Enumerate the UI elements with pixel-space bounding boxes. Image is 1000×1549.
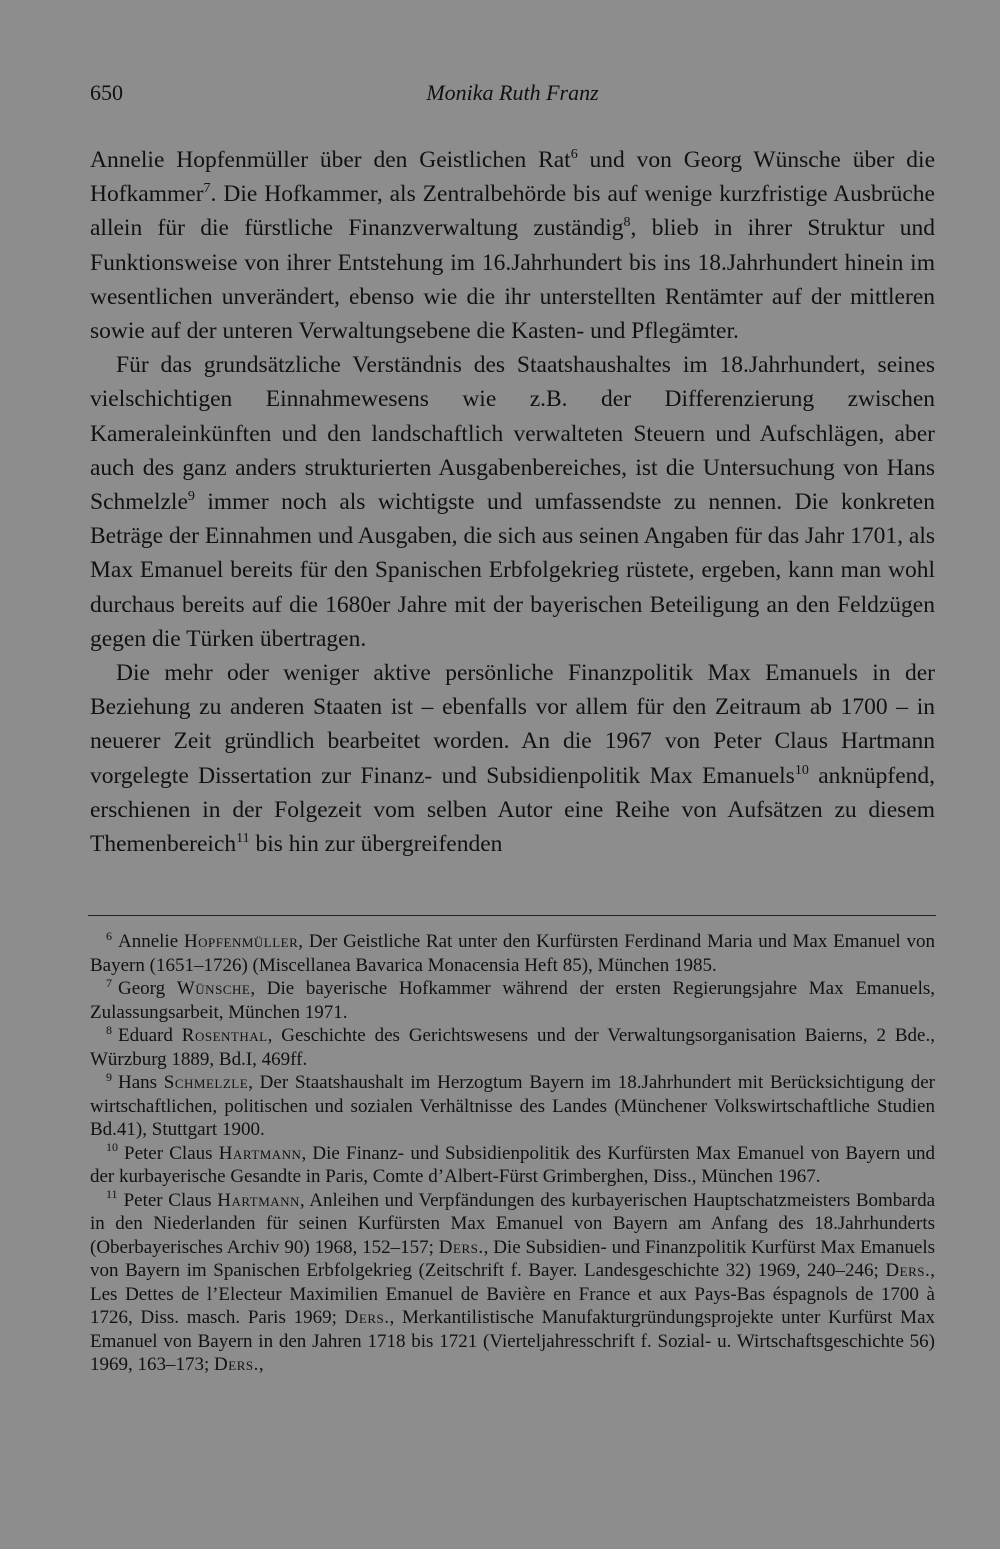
footnote-text: , Anleihen und Verpfändungen des kurbayerischen Hauptschatzmeisters Bombarda in den Niederlanden für seinen Kurfürsten Max Emanuel von Bayern am Anfang des 18.Jahrhunderts (Oberbayerisches Archiv 90) 1968, 152–157; [90,1189,936,1258]
footnote-ders: Ders. [344,1307,390,1328]
footnote-ref-7: 7 [203,181,211,197]
footnote-ref-10: 10 [794,762,809,778]
footnote-text: Peter Claus [123,1189,218,1211]
footnote-author: Hopfenmüller [183,931,299,952]
paragraph-2-text-a: Für das grundsätzliche Verständnis des Staatshaushaltes im 18.Jahrhundert, seines vielschichtigen Einnahmewesens wie z.B. der Differenzierung zwischen Kameraleinkünften und den landschaftlich verwalteten Steuern und Aufschlägen, aber auch des ganz anders strukturierten Ausgabenbereiches, ist die Untersuchung von Hans Schmelzle [90,352,935,516]
footnote-ref-8: 8 [623,215,631,231]
paragraph-3-text-a: Die mehr oder weniger aktive persönliche Finanzpolitik Max Emanuels in der Beziehung zu anderen Staaten ist – ebenfalls vor allem für den Zeitraum ab 1700 – in neuerer Zeit gründlich bearbeitet worden. An die 1967 von Peter Claus Hartmann vorgelegte Dissertation zur Finanz- und Subsidienpolitik Max Emanuels [90,660,935,789]
footnote-10 [90,1142,935,1189]
footnote-6 [90,930,935,977]
paragraph-1-text-c: . Die Hofkammer, als Zentralbehörde bis auf wenige kurzfristige Ausbrüche allein für die fürstliche Finanzverwaltung zuständig [90,181,935,242]
footnote-11 [90,1189,935,1377]
footnote-8 [90,1024,935,1071]
footnotes [90,930,935,1377]
footnote-text: Eduard [118,1025,182,1046]
footnote-text: Hans [118,1072,164,1093]
paragraph-2-text-b: immer noch als wichtigste und umfassendste zu nennen. Die konkreten Beträge der Einnahmen und Ausgaben, die sich aus seinen Angaben für das Jahr 1701, als Max Emanuel bereits für den Spanischen Erbfolgekrieg rüstete, ergeben, kann man wohl durchaus bereits auf die 1680er Jahre mit der bayerischen Beteiligung an den Feldzügen gegen die Türken übertragen. [90,489,935,652]
footnote-author: Schmelzle [163,1072,249,1093]
footnote-text: , Der Staatshaushalt im Herzogtum Bayern im 18.Jahrhundert mit Berücksichtigung der wirtschaftlichen, politischen und sozialen Verhältnisse des Landes (Münchener Volkswirtschaftliche Studien Bd.41), Stuttgart 1900. [90,1072,935,1140]
footnote-text: , Die Finanz- und Subsidienpolitik des Kurfürsten Max Emanuel von Bayern und der kurbayerische Gesandte in Paris, Comte d’Albert-Fürst Grimberghen, Diss., München 1967. [90,1142,935,1187]
footnote-number: 9 [106,1069,112,1084]
footnote-divider [88,915,936,916]
footnote-text: , Die bayerische Hofkammer während der ersten Regierungsjahre Max Emanuels, Zulassungsarbeit, München 1971. [90,978,935,1023]
footnote-7 [90,977,935,1024]
footnote-text: , Merkantilistische Manufakturgründungsprojekte unter Kurfürst Max Emanuel von Bayern in den Jahren 1718 bis 1721 (Vierteljahresschrift f. Sozial- u. Wirtschaftsgeschichte 56) 1969, 163–173; [90,1307,936,1375]
footnote-ref-9: 9 [187,489,195,505]
footnote-number: 6 [106,928,112,943]
footnote-author: Wünsche [176,978,251,999]
footnote-number: 7 [106,975,112,990]
footnote-number: 10 [106,1140,118,1155]
footnote-author: Hartmann [217,1189,300,1211]
paragraph-3-text-b: anknüpfend, erschienen in der Folgezeit vom selben Autor eine Reihe von Aufsätzen zu diesem Themenbereich [90,762,936,858]
footnote-text: , Der Geistliche Rat unter den Kurfürsten Ferdinand Maria und Max Emanuel von Bayern (1651–1726) (Miscellanea Bavarica Monacensia Heft 85), München 1985. [90,931,935,976]
footnote-text: Peter Claus [124,1142,219,1164]
footnote-text: Georg [118,978,177,999]
footnote-author: Rosenthal [181,1025,268,1046]
main-text [90,143,935,861]
footnote-number: 8 [106,1022,112,1037]
paragraph-3 [90,656,935,861]
page-number: 650 [90,80,123,105]
footnote-ders: Ders. [885,1260,931,1281]
footnote-ref-6: 6 [570,147,578,163]
footnote-ders: Ders. [438,1236,484,1258]
running-head: Monika Ruth Franz [426,80,599,105]
footnote-text: , Les Dettes de l’Electeur Maximilien Emanuel de Bavière en France et aux Pays-Bas éspagnols de 1700 à 1726, Diss. masch. Paris 1969; [90,1260,935,1328]
footnote-text: , Geschichte des Gerichtswesens und der Verwaltungsorganisation Baierns, 2 Bde., Würzburg 1889, Bd.I, 469ff. [90,1025,935,1070]
paragraph-2 [90,348,935,656]
page-header [90,80,935,116]
footnote-ders: Ders. [214,1354,259,1375]
footnote-text: , Die Subsidien- und Finanzpolitik Kurfürst Max Emanuels von Bayern im Spanischen Erbfolgekrieg (Zeitschrift f. Bayer. Landesgeschichte 32) 1969, 240–246; [90,1236,935,1281]
footnote-number: 11 [106,1187,118,1202]
footnote-9 [90,1071,935,1142]
paragraph-1 [90,143,935,348]
footnote-ref-11: 11 [236,831,250,847]
paragraph-1-text-a: Annelie Hopfenmüller über den Geistlichen Rat [90,147,571,173]
footnote-author: Hartmann [218,1142,302,1164]
footnote-text: Annelie [118,931,184,952]
paragraph-1-text-d: , blieb in ihrer Struktur und Funktionsweise von ihrer Entstehung im 16.Jahrhundert bis ins 18.Jahrhundert hinein im wesentlichen unverändert, ebenso wie die ihr unterstellten Rentämter auf der mittleren sowie auf der unteren Verwaltungsebene die Kasten- und Pflegämter. [90,215,935,345]
footnote-text: , [258,1354,264,1375]
paragraph-3-text-c: bis hin zur übergreifenden [249,831,503,858]
paragraph-1-text-b: und von Georg Wünsche über die Hofkammer [90,147,935,208]
